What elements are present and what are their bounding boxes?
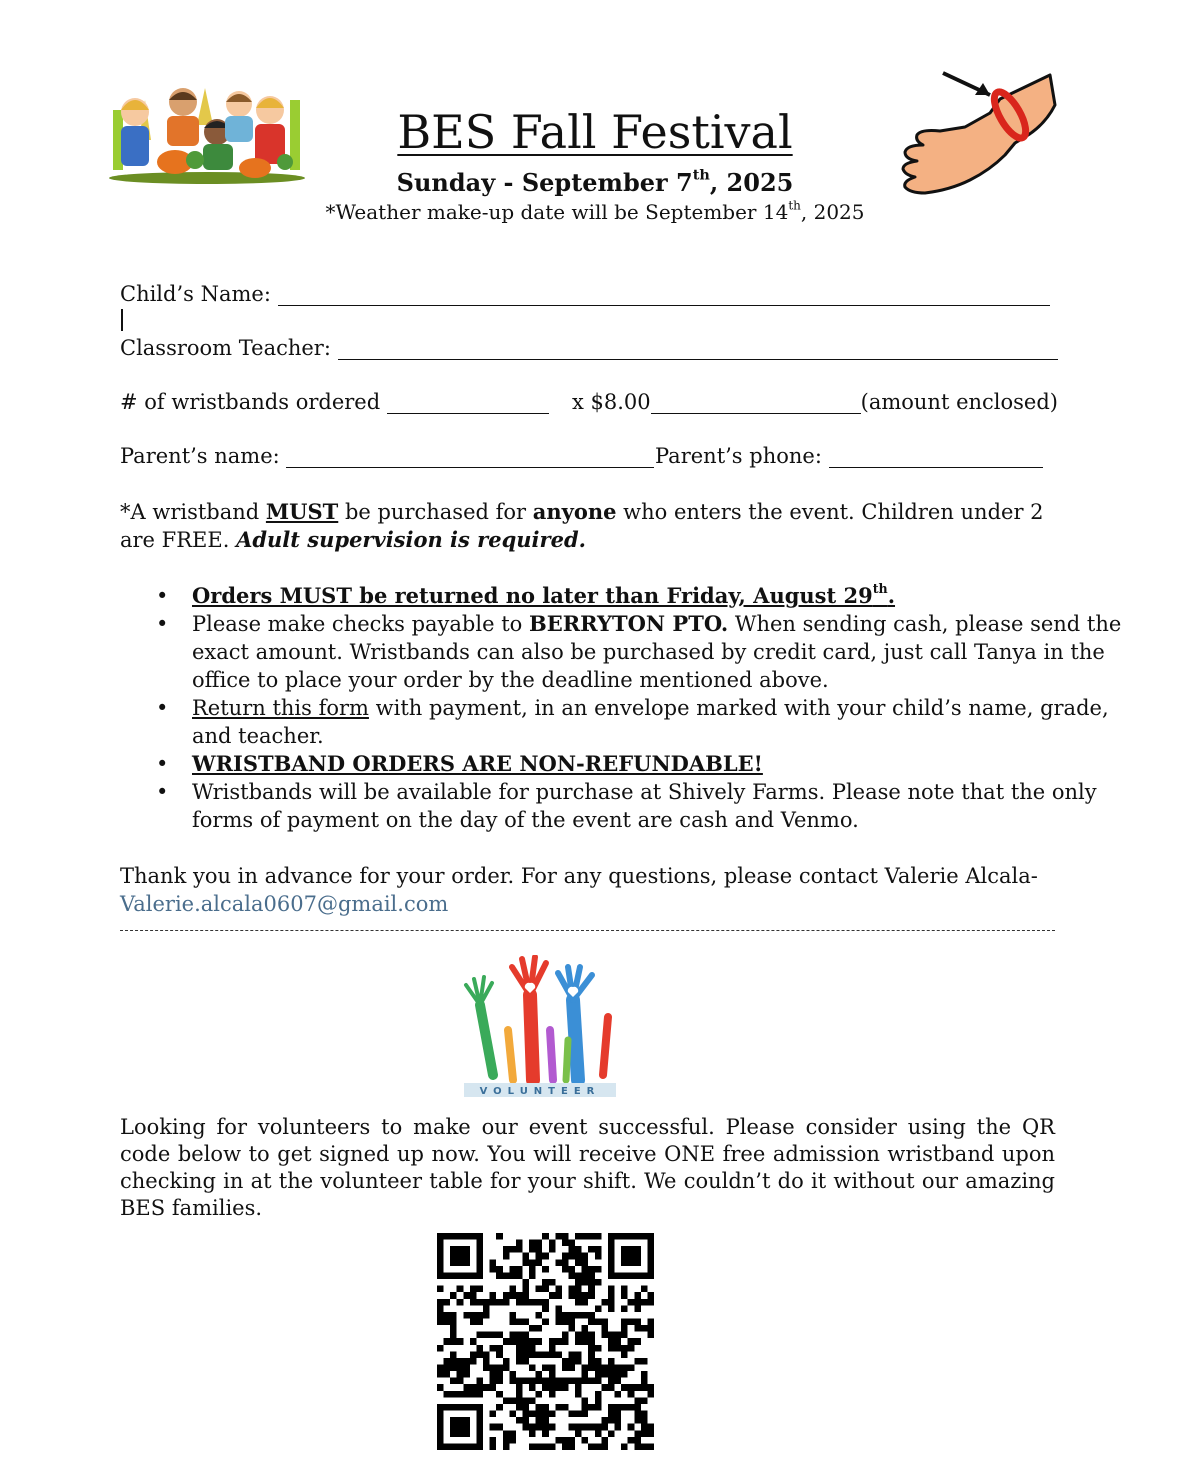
list-item: • Please make checks payable to BERRYTON PTO. When sending cash, please send the exact amount. Wristbands can also be purchased by credit card, just call Tanya in the office to place your order by the deadline mentioned above. bbox=[192, 610, 1127, 694]
list-item: • WRISTBAND ORDERS ARE NON-REFUNDABLE! bbox=[192, 750, 1127, 778]
list-item: • Orders MUST be returned no later than Friday, August 29th. bbox=[192, 582, 1127, 610]
teacher-line[interactable] bbox=[338, 339, 1058, 360]
wristbands-label: # of wristbands ordered bbox=[120, 390, 381, 414]
wristbands-field[interactable] bbox=[120, 390, 549, 414]
makeup-date: *Weather make-up date will be September 14th, 2025 bbox=[325, 198, 865, 224]
contact-info bbox=[120, 862, 1055, 918]
wristband-notice: *A wristband MUST be purchased for anyone who enters the event. Children under 2 are FREE. Adult supervision is required. bbox=[120, 499, 1044, 552]
qr-code[interactable] bbox=[437, 1233, 654, 1450]
amount-line[interactable] bbox=[651, 393, 861, 414]
parent-phone-label: Parent’s phone: bbox=[655, 444, 822, 468]
amount-label: (amount enclosed) bbox=[860, 390, 1058, 414]
child-name-label: Child’s Name: bbox=[120, 282, 271, 306]
teacher-label: Classroom Teacher: bbox=[120, 336, 331, 360]
event-date: Sunday - September 7th, 2025 bbox=[396, 166, 794, 197]
wrist-band-hand-clipart bbox=[895, 65, 1060, 200]
contact-email-link[interactable]: Valerie.alcala0607@gmail.com bbox=[120, 892, 449, 916]
list-item: • Wristbands will be available for purchase at Shively Farms. Please note that the only forms of payment on the day of the event are cash and Venmo. bbox=[192, 778, 1127, 834]
volunteer-message: Looking for volunteers to make our event successful. Please consider using the QR code below to get signed up now. You will receive ONE free admission wristband upon checking in at the volunteer table for your shift. We couldn’t do it without our amazing BES families. bbox=[120, 1115, 1055, 1220]
teacher-field[interactable] bbox=[120, 336, 1058, 360]
amount-field[interactable] bbox=[572, 390, 1058, 414]
parent-name-line[interactable] bbox=[286, 447, 654, 468]
instructions-list bbox=[120, 582, 1127, 834]
wristbands-line[interactable] bbox=[387, 393, 549, 414]
volunteer-logo-text: VOLUNTEER bbox=[479, 1086, 601, 1097]
child-name-line[interactable] bbox=[278, 285, 1050, 306]
page-title: BES Fall Festival bbox=[397, 105, 793, 159]
child-name-field[interactable] bbox=[120, 282, 1050, 306]
contact-text: Thank you in advance for your order. For any questions, please contact Valerie Alcala- bbox=[120, 864, 1038, 888]
text-cursor bbox=[121, 309, 123, 331]
price-label: x $8.00 bbox=[572, 390, 651, 414]
parent-name-label: Parent’s name: bbox=[120, 444, 280, 468]
list-item: • Return this form with payment, in an envelope marked with your child’s name, grade, and teacher. bbox=[192, 694, 1127, 750]
parent-phone-field[interactable] bbox=[655, 444, 1043, 468]
cut-line-divider bbox=[120, 930, 1055, 931]
volunteer-hands-logo bbox=[458, 955, 623, 1100]
parent-phone-line[interactable] bbox=[829, 447, 1043, 468]
parent-name-field[interactable] bbox=[120, 444, 654, 468]
